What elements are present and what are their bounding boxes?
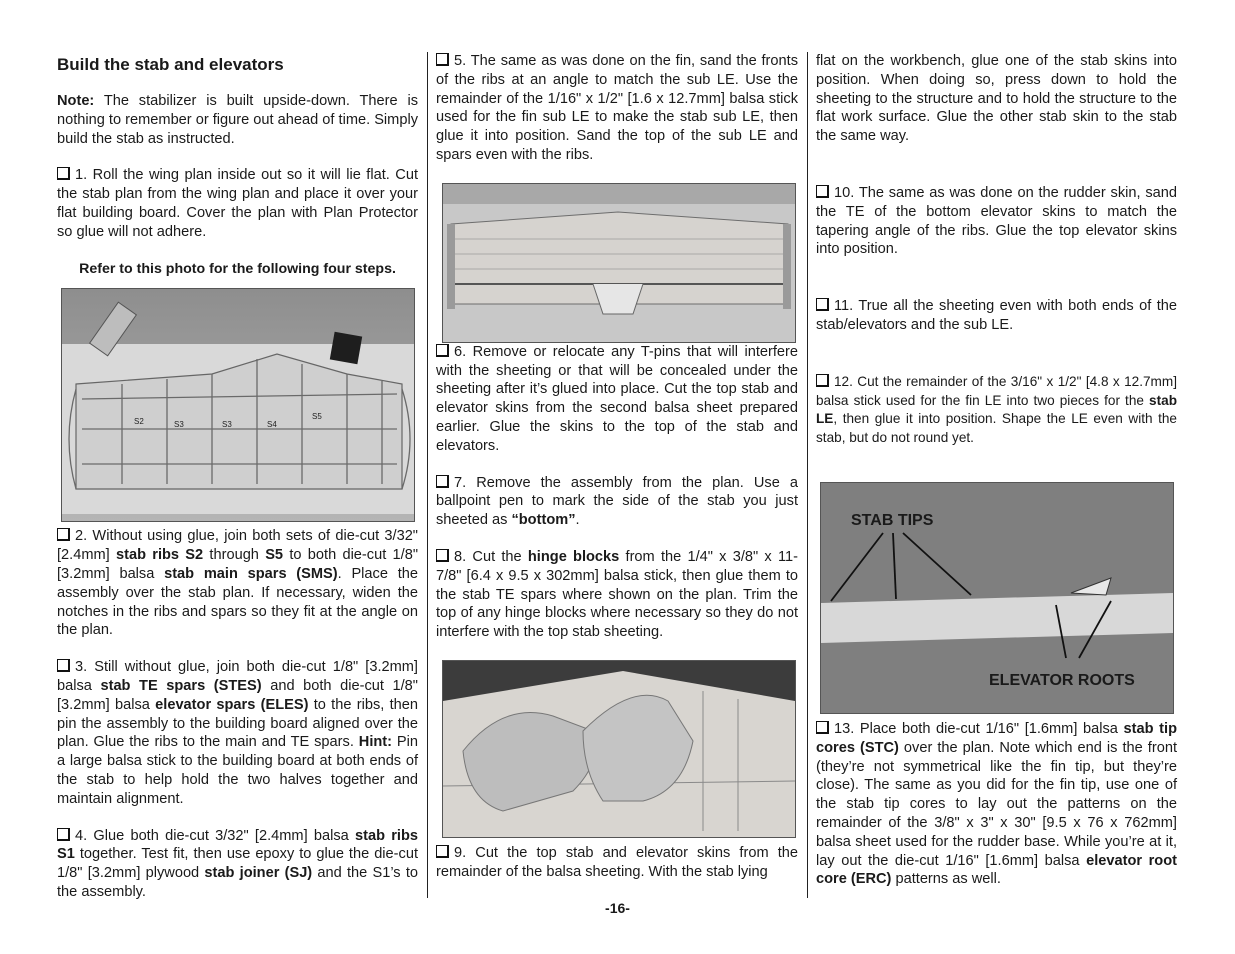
checkbox-icon[interactable]: [57, 167, 70, 180]
step-9-continued: flat on the workbench, glue one of the stab skins into position. When doing so, press down to hold the sheeting to the structure and to hold the structure to the flat work surface. Glue the other stab skin to the stab the same way.: [816, 53, 1177, 145]
plan-label-s3: S3: [174, 420, 184, 430]
step-11-text: 11. True all the sheeting even with both ends of the stab/elevators and the sub LE.: [816, 298, 1177, 333]
checkbox-icon[interactable]: [57, 659, 70, 672]
step-3: [57, 658, 418, 808]
step-9: [436, 844, 798, 882]
step-12: [816, 373, 1177, 448]
text: and both die-cut 1/8" [3.2mm] balsa: [57, 677, 418, 713]
column-divider-1: [427, 52, 428, 898]
bold-term: stab TE spars (STES): [100, 677, 262, 694]
text: 3. Still without glue, join both die-cut 1/8" [3.2mm] balsa: [57, 659, 418, 694]
step-5-text: 5. The same as was done on the fin, sand the fronts of the ribs at an angle to match the sub LE. Use the remainder of the 1/16" x 1/2" [1.6 x 12.7mm] balsa stick used for the fin sub LE to make the stab sub LE, then glue it into position. Sand the top of the sub LE and spars even with the ribs.: [436, 53, 798, 163]
bold-term: elevator spars (ELES): [155, 696, 309, 713]
bold-term: Hint:: [358, 734, 393, 751]
note-label: Note:: [57, 93, 95, 109]
elevator-roots-label: ELEVATOR ROOTS: [989, 671, 1135, 689]
note-paragraph: [57, 92, 418, 148]
section-heading: Build the stab and elevators: [57, 55, 284, 74]
bold-term: stab tip cores (STC): [816, 720, 1177, 756]
column-1: [57, 52, 418, 920]
column-2: [436, 52, 798, 882]
text: .: [575, 512, 580, 529]
text: Pin a large balsa stick to the building board at both ends of the stab to help hold the two halves together and maintain alignment.: [57, 734, 419, 807]
step-10-text: 10. The same as was done on the rudder skin, sand the TE of the bottom elevator skins to match the tapering angle of the ribs. Glue the top elevator skins into position.: [816, 184, 1177, 258]
plan-label-s3b: S3: [222, 420, 232, 430]
text: 12. Cut the remainder of the 3/16" x 1/2" [4.8 x 12.7mm] balsa stick used for the fin LE into two pieces for the: [816, 373, 1177, 408]
bold-term: stab ribs S1: [57, 827, 419, 863]
checkbox-icon[interactable]: [57, 528, 70, 541]
text: 4. Glue both die-cut 3/32" [2.4mm] balsa: [75, 827, 355, 844]
bold-term: stab joiner (SJ): [204, 865, 313, 882]
bold-term: stab ribs S2: [115, 547, 204, 564]
bold-term: stab main spars (SMS): [164, 565, 338, 582]
step-8: [436, 548, 798, 642]
text: 7. Remove the assembly from the plan. Use a ballpoint pen to mark the side of the stab you just sheeted as: [436, 474, 798, 529]
step-4: [57, 827, 418, 902]
text: to the ribs, then pin the assembly to the building board aligned over the plan. Glue the ribs to the main and TE spars.: [57, 696, 418, 751]
text: from the 1/4" x 3/8" x 11-7/8" [6.4 x 9.5 x 302mm] balsa stick, then glue them to the stab TE spars where shown on the plan. Trim the top of any hinge blocks where necessary so they do not interfere with the top stab sheeting.: [436, 548, 798, 641]
page-number: -16-: [605, 900, 630, 916]
step-2: [57, 527, 418, 640]
text: 13. Place both die-cut 1/16" [1.6mm] balsa: [834, 720, 1124, 737]
stab-tips-photo: [820, 482, 1174, 714]
checkbox-icon[interactable]: [816, 374, 829, 387]
plan-label-s5: S5: [312, 412, 322, 422]
checkbox-icon[interactable]: [436, 475, 449, 488]
text: together. Test fit, then use epoxy to glue the die-cut 1/8" [3.2mm] plywood: [57, 846, 418, 882]
bold-term: stab LE: [816, 392, 1177, 427]
step-1-text: 1. Roll the wing plan inside out so it will lie flat. Cut the stab plan from the wing plan and place it over your flat building board. Cover the plan with Plan Protector so glue will not adhere.: [57, 167, 418, 240]
step-11: [816, 297, 1177, 335]
checkbox-icon[interactable]: [816, 298, 829, 311]
text: over the plan. Note which end is the front (they’re not symmetrical like the fin tip, but they’re close). The same as you did for the fin tip, use one of the stab tip cores to lay out the patterns on the remainder of the 3/8" x 3" x 30" [9.5 x 76 x 762mm] balsa sheet used for the rudder base. While you’re at it, lay out the die-cut 1/16" [1.6mm] balsa: [816, 739, 1177, 869]
bold-term: elevator root core (ERC): [816, 852, 1177, 888]
checkbox-icon[interactable]: [57, 828, 70, 841]
text: . Place the assembly over the stab plan. If necessary, widen the notches in the ribs and spars so they fit at the angle on the plan.: [57, 565, 418, 639]
stab-tips-label: STAB TIPS: [851, 511, 934, 529]
sheeted-stab-photo: [442, 183, 796, 343]
step-6-text: 6. Remove or relocate any T-pins that will interfere with the sheeting or that will be concealed under the sheeting after it’s glued into place. Cut the top stab and elevator skins from the second balsa sheet prepared earlier. Glue the skins to the top of the stab and elevators.: [436, 343, 798, 454]
checkbox-icon[interactable]: [816, 721, 829, 734]
bold-term: “bottom”: [511, 512, 576, 529]
checkbox-icon[interactable]: [436, 549, 449, 562]
step-9-text: 9. Cut the top stab and elevator skins from the remainder of the balsa sheeting. With the stab lying: [436, 844, 798, 880]
step-7: [436, 474, 798, 530]
text: and the S1’s to the assembly.: [57, 865, 419, 900]
text: 2. Without using glue, join both sets of die-cut 3/32" [2.4mm]: [57, 528, 418, 564]
text: to both die-cut 1/8" [3.2mm] balsa: [57, 547, 418, 582]
step-13: [816, 720, 1177, 889]
step-6: [436, 343, 798, 456]
checkbox-icon[interactable]: [436, 344, 449, 357]
stab-frame-photo: [61, 288, 415, 522]
plan-label-s2: S2: [134, 417, 144, 427]
bold-term: hinge blocks: [527, 548, 620, 565]
bold-term: S5: [265, 547, 284, 564]
text: , then glue it into position. Shape the LE even with the stab, but do not round yet.: [816, 411, 1177, 446]
text: patterns as well.: [891, 871, 1001, 888]
column-divider-2: [807, 52, 808, 898]
step-10: [816, 184, 1177, 259]
text: 8. Cut the: [454, 548, 528, 565]
step-5: [436, 52, 798, 165]
text: through: [203, 547, 266, 564]
plan-label-s4: S4: [267, 420, 277, 430]
checkbox-icon[interactable]: [436, 845, 449, 858]
hands-pressing-sheeting-photo: [442, 660, 796, 838]
column-3: [816, 52, 1177, 907]
note-text: The stabilizer is built upside-down. There is nothing to remember or figure out ahead of time. Simply build the stab as instructed.: [57, 93, 418, 147]
checkbox-icon[interactable]: [436, 53, 449, 66]
photo-caption: Refer to this photo for the following four steps.: [79, 260, 396, 277]
step-1: [57, 166, 418, 241]
checkbox-icon[interactable]: [816, 185, 829, 198]
